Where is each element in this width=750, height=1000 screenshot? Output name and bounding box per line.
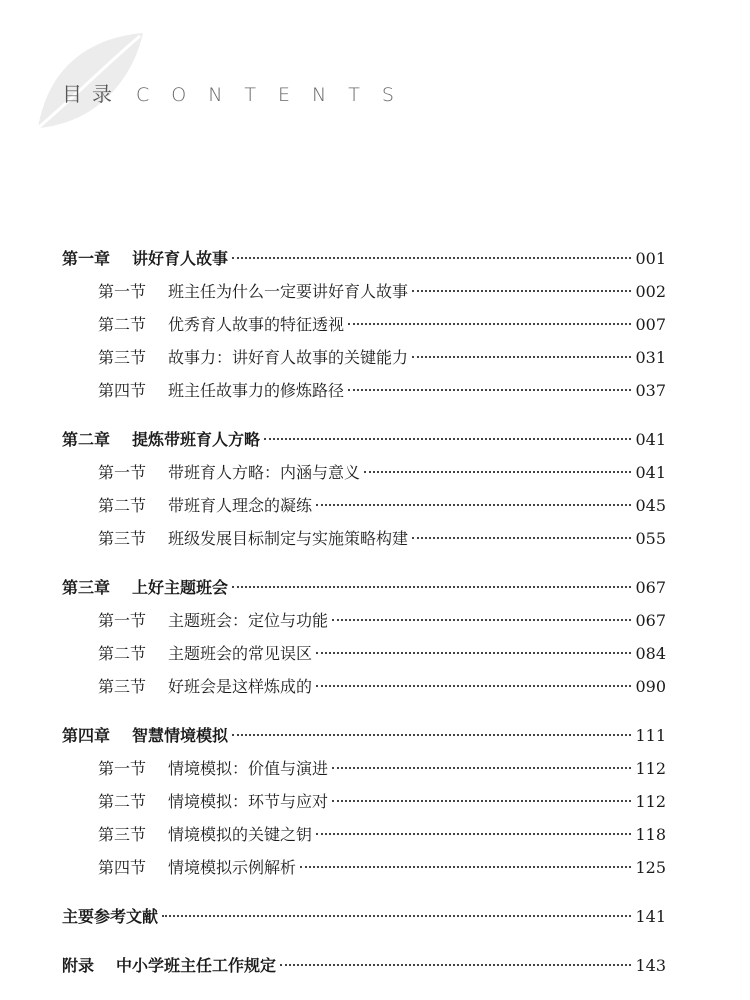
leader-dots	[264, 438, 631, 440]
page-number: 041	[635, 430, 666, 449]
chapter-1-entry[interactable]	[62, 242, 666, 275]
page-number: 041	[635, 463, 666, 482]
toc-header	[62, 78, 416, 107]
section-entry[interactable]	[62, 637, 666, 670]
leader-dots	[232, 257, 631, 259]
chapter-title: 智慧情境模拟	[132, 726, 229, 745]
section-title: 情境模拟示例解析	[168, 858, 297, 877]
section-entry[interactable]	[62, 341, 666, 374]
leader-dots	[232, 586, 631, 588]
section-number: 第二节	[98, 315, 147, 334]
references-entry[interactable]	[62, 900, 666, 933]
section-title: 情境模拟：环节与应对	[168, 792, 329, 811]
leader-dots	[300, 866, 631, 868]
table-of-contents	[62, 242, 666, 982]
section-number: 第二节	[98, 496, 147, 515]
section-entry[interactable]	[62, 308, 666, 341]
section-entry[interactable]	[62, 851, 666, 884]
page-number: 037	[635, 381, 666, 400]
section-number: 第三节	[98, 677, 147, 696]
section-entry[interactable]	[62, 374, 666, 407]
section-title: 班主任故事力的修炼路径	[168, 381, 345, 400]
chapter-number: 第四章	[62, 726, 111, 745]
section-entry[interactable]	[62, 456, 666, 489]
section-title: 情境模拟的关键之钥	[168, 825, 313, 844]
chapter-title: 上好主题班会	[132, 578, 229, 597]
page-number: 112	[635, 792, 666, 811]
leader-dots	[316, 833, 631, 835]
page-number: 084	[635, 644, 666, 663]
section-number: 第三节	[98, 825, 147, 844]
page-number: 090	[635, 677, 666, 696]
section-title: 优秀育人故事的特征透视	[168, 315, 345, 334]
section-title: 情境模拟：价值与演进	[168, 759, 329, 778]
leader-dots	[316, 685, 631, 687]
section-number: 第一节	[98, 463, 147, 482]
section-title: 主题班会：定位与功能	[168, 611, 329, 630]
chapter-number: 第一章	[62, 249, 111, 268]
section-title: 带班育人理念的凝练	[168, 496, 313, 515]
section-entry[interactable]	[62, 818, 666, 851]
section-title: 好班会是这样炼成的	[168, 677, 313, 696]
appendix-label: 附录	[62, 956, 95, 975]
section-entry[interactable]	[62, 670, 666, 703]
section-entry[interactable]	[62, 785, 666, 818]
page-number: 125	[635, 858, 666, 877]
section-entry[interactable]	[62, 522, 666, 555]
page-number: 045	[635, 496, 666, 515]
leader-dots	[348, 323, 631, 325]
appendix-entry[interactable]	[62, 949, 666, 982]
appendix-title: 中小学班主任工作规定	[116, 956, 277, 975]
chapter-3-entry[interactable]	[62, 571, 666, 604]
page-number: 118	[635, 825, 666, 844]
leader-dots	[364, 471, 631, 473]
section-number: 第三节	[98, 348, 147, 367]
leader-dots	[316, 652, 631, 654]
leader-dots	[412, 537, 631, 539]
section-entry[interactable]	[62, 275, 666, 308]
section-title: 班级发展目标制定与实施策略构建	[168, 529, 409, 548]
section-title: 班主任为什么一定要讲好育人故事	[168, 282, 409, 301]
page-number: 141	[635, 907, 666, 926]
section-entry[interactable]	[62, 752, 666, 785]
leader-dots	[332, 767, 631, 769]
chapter-2-entry[interactable]	[62, 423, 666, 456]
section-number: 第四节	[98, 381, 147, 400]
leader-dots	[412, 356, 631, 358]
section-number: 第四节	[98, 858, 147, 877]
section-entry[interactable]	[62, 604, 666, 637]
header-title-cn: 目录	[62, 82, 122, 106]
leader-dots	[316, 504, 631, 506]
section-title: 主题班会的常见误区	[168, 644, 313, 663]
page-number: 067	[635, 611, 666, 630]
section-number: 第二节	[98, 644, 147, 663]
section-title: 带班育人方略：内涵与意义	[168, 463, 361, 482]
references-title: 主要参考文献	[62, 907, 159, 926]
section-title: 故事力：讲好育人故事的关键能力	[168, 348, 409, 367]
leader-dots	[280, 964, 631, 966]
chapter-4-entry[interactable]	[62, 719, 666, 752]
section-number: 第三节	[98, 529, 147, 548]
section-number: 第一节	[98, 611, 147, 630]
section-number: 第一节	[98, 759, 147, 778]
header-title-en: CONTENTS	[136, 84, 416, 106]
leader-dots	[348, 389, 631, 391]
leader-dots	[332, 800, 631, 802]
chapter-number: 第三章	[62, 578, 111, 597]
page-number: 111	[635, 726, 666, 745]
page-number: 001	[635, 249, 666, 268]
leader-dots	[162, 915, 631, 917]
leader-dots	[412, 290, 631, 292]
leader-dots	[232, 734, 631, 736]
section-entry[interactable]	[62, 489, 666, 522]
page-number: 031	[635, 348, 666, 367]
page-number: 112	[635, 759, 666, 778]
section-number: 第一节	[98, 282, 147, 301]
leader-dots	[332, 619, 631, 621]
chapter-title: 提炼带班育人方略	[132, 430, 261, 449]
page-number: 067	[635, 578, 666, 597]
page-number: 002	[635, 282, 666, 301]
page-number: 055	[635, 529, 666, 548]
page-number: 143	[635, 956, 666, 975]
page-number: 007	[635, 315, 666, 334]
chapter-number: 第二章	[62, 430, 111, 449]
section-number: 第二节	[98, 792, 147, 811]
chapter-title: 讲好育人故事	[132, 249, 229, 268]
